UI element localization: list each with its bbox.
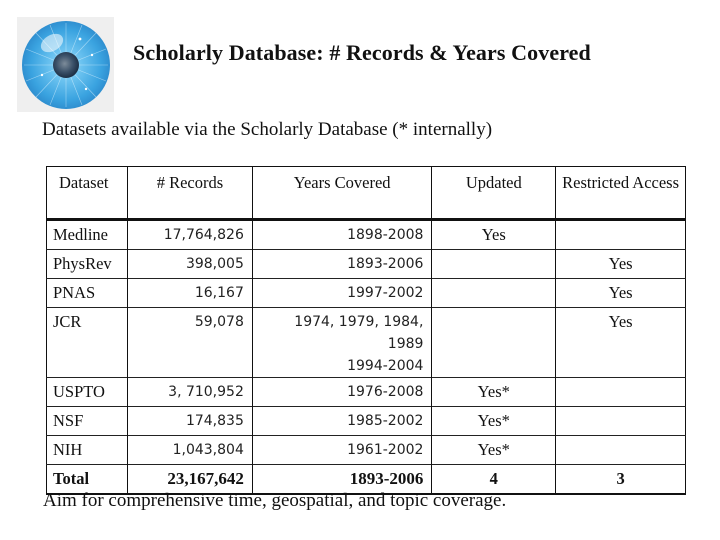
cell-dataset: PhysRev (47, 250, 128, 279)
header-years-covered: Years Covered (252, 167, 432, 220)
cell-restricted: Yes (556, 308, 686, 378)
table-row (47, 436, 686, 465)
subtitle: Datasets available via the Scholarly Database (* internally) (42, 119, 493, 140)
cell-updated: Yes (432, 220, 556, 250)
cell-restricted (556, 378, 686, 407)
cell-records: 398,005 (127, 250, 252, 279)
cell-restricted: Yes (556, 250, 686, 279)
cell-updated (432, 279, 556, 308)
table-row (47, 220, 686, 250)
cell-dataset: Medline (47, 220, 128, 250)
footer-note: Aim for comprehensive time, geospatial, and topic coverage. (43, 490, 507, 511)
table-row (47, 279, 686, 308)
table-row (47, 378, 686, 407)
cell-updated: Yes* (432, 436, 556, 465)
cell-restricted (556, 220, 686, 250)
cell-updated (432, 250, 556, 279)
cell-total-label: Total (47, 465, 128, 495)
cell-restricted (556, 436, 686, 465)
header-updated: Updated (432, 167, 556, 220)
cell-dataset: NIH (47, 436, 128, 465)
cell-total-updated: 4 (432, 465, 556, 495)
table-row (47, 308, 686, 378)
cell-records: 174,835 (127, 407, 252, 436)
cell-updated: Yes* (432, 407, 556, 436)
years-line-1: 1974, 1979, 1984, 1989 (294, 314, 424, 352)
years-line-2: 1994-2004 (347, 358, 424, 374)
cell-records: 1,043,804 (127, 436, 252, 465)
cell-records: 16,167 (127, 279, 252, 308)
header-dataset: Dataset (47, 167, 128, 220)
table-header-row (47, 167, 686, 220)
cell-dataset: PNAS (47, 279, 128, 308)
cell-years: 1976-2008 (252, 378, 432, 407)
cell-restricted: Yes (556, 279, 686, 308)
cell-restricted (556, 407, 686, 436)
logo (17, 17, 114, 112)
cell-years: 1985-2002 (252, 407, 432, 436)
blue-eye-iris-icon (20, 19, 112, 111)
cell-updated (432, 308, 556, 378)
cell-records: 17,764,826 (127, 220, 252, 250)
cell-years: 1898-2008 (252, 220, 432, 250)
cell-dataset: USPTO (47, 378, 128, 407)
header-restricted-access: Restricted Access (556, 167, 686, 220)
header-records: # Records (127, 167, 252, 220)
cell-records: 59,078 (127, 308, 252, 378)
cell-total-restricted: 3 (556, 465, 686, 495)
cell-years: 1961-2002 (252, 436, 432, 465)
cell-records: 3, 710,952 (127, 378, 252, 407)
page-title: Scholarly Database: # Records & Years Covered (133, 40, 591, 65)
cell-years (252, 308, 432, 378)
cell-years: 1893-2006 (252, 250, 432, 279)
cell-updated: Yes* (432, 378, 556, 407)
cell-dataset: JCR (47, 308, 128, 378)
datasets-table (46, 166, 686, 495)
table-row (47, 407, 686, 436)
cell-years: 1997-2002 (252, 279, 432, 308)
cell-total-records: 23,167,642 (127, 465, 252, 495)
table-row (47, 250, 686, 279)
cell-dataset: NSF (47, 407, 128, 436)
cell-total-years: 1893-2006 (252, 465, 432, 495)
